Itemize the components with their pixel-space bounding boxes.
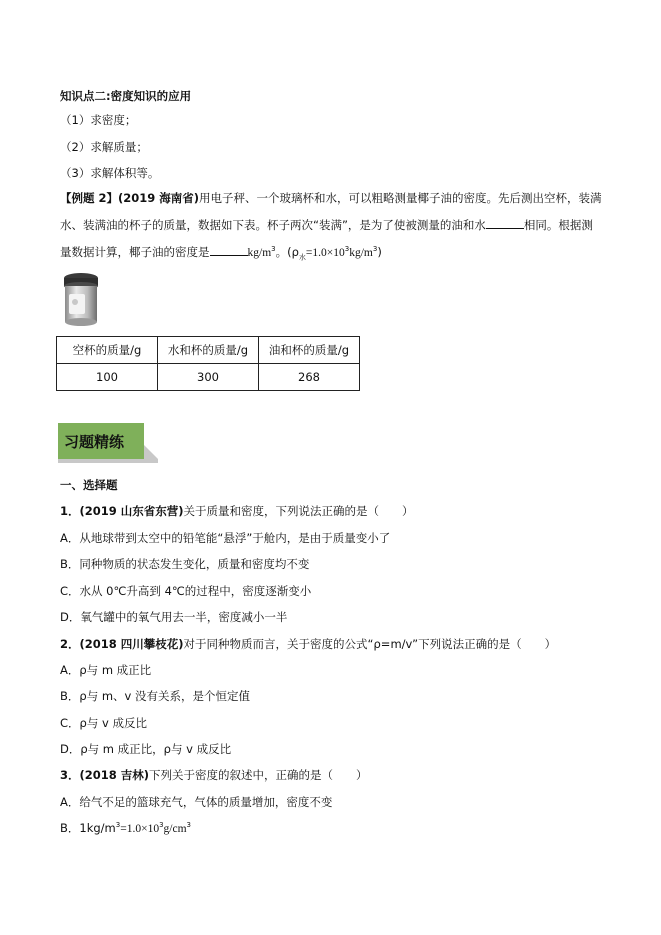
q3-source: (2018 吉林) [79, 768, 150, 782]
q2-stem: 对于同种物质而言，关于密度的公式“ρ=m/v”下列说法正确的是（ ） [183, 637, 557, 651]
example-line-1 [60, 190, 602, 206]
rho-unit: kg/m [349, 247, 373, 259]
q3-option-b-mid: =1.0×10 [120, 823, 160, 835]
banner-corner [144, 445, 158, 459]
q2-option-b[interactable]: B．ρ与 m、v 没有关系，是个恒定值 [60, 689, 251, 703]
section-title: 知识点二:密度知识的应用 [60, 89, 192, 103]
part-heading: 一、选择题 [60, 478, 118, 492]
q3-option-b-pre: B．1kg/m [60, 821, 116, 835]
example-text-2a: 水、装满油的杯子的质量，数据如下表。杯子两次“装满”，是为了使被测量的油和水 [60, 218, 486, 232]
point-2: （2）求解质量； [60, 140, 148, 154]
q2-option-a[interactable]: A．ρ与 m 成正比 [60, 663, 152, 677]
point-1: （1）求密度； [60, 113, 137, 127]
section-banner [58, 423, 162, 463]
q1-source: (2019 山东省东营) [79, 504, 184, 518]
rho-value: =1.0×10 [305, 247, 345, 259]
coconut-oil-jar-image [60, 272, 102, 328]
example-text-2b: 相同。根据测 [523, 218, 593, 232]
point-3: （3）求解体积等。 [60, 166, 160, 180]
table-header-row [57, 337, 360, 364]
q2-option-d[interactable]: D．ρ与 m 成正比，ρ与 v 成反比 [60, 742, 232, 756]
table-cell: 268 [259, 364, 360, 391]
q3-stem: 下列关于密度的叙述中，正确的是（ ） [149, 768, 368, 782]
question-1 [60, 503, 414, 519]
example-text-1: 用电子秤、一个玻璃杯和水，可以粗略测量椰子油的密度。先后测出空杯，装满 [199, 191, 602, 205]
question-3 [60, 767, 368, 783]
q2-source: (2018 四川攀枝花) [79, 637, 184, 651]
example-line-2 [60, 216, 593, 233]
table-row [57, 364, 360, 391]
q1-option-a[interactable]: A．从地球带到太空中的铅笔能“悬浮”于舱内，是由于质量变小了 [60, 531, 391, 545]
q1-number: 1． [60, 504, 80, 518]
q2-number: 2． [60, 637, 80, 651]
table-header-cell: 水和杯的质量/g [158, 337, 259, 364]
rho-sub: 水 [298, 253, 306, 262]
q3-exp-1: 3 [115, 821, 121, 830]
q1-stem: 关于质量和密度，下列说法正确的是（ ） [183, 504, 414, 518]
unit-exp: 3 [271, 245, 276, 254]
q3-exp-2: 3 [159, 821, 164, 830]
example-line-3 [60, 243, 382, 262]
q1-option-c[interactable]: C．水从 0℃升高到 4℃的过程中，密度逐渐变小 [60, 584, 312, 598]
banner-title: 习题精练 [64, 433, 125, 451]
example-text-3a: 量数据计算，椰子油的密度是 [60, 245, 210, 259]
rho-open: 。(ρ [275, 245, 299, 259]
rho-unit-exp: 3 [372, 245, 378, 254]
answer-blank-2[interactable] [210, 243, 248, 256]
rho-close: ) [377, 245, 382, 259]
q1-option-d[interactable]: D．氧气罐中的氧气用去一半，密度减小一半 [60, 610, 288, 624]
q3-exp-3: 3 [186, 821, 192, 830]
q3-option-b[interactable] [60, 820, 191, 836]
question-2 [60, 636, 556, 652]
q3-number: 3． [60, 768, 80, 782]
q2-option-c[interactable]: C．ρ与 v 成反比 [60, 716, 147, 730]
rho-exp: 3 [344, 245, 350, 254]
table-cell: 300 [158, 364, 259, 391]
table-header-cell: 油和杯的质量/g [259, 337, 360, 364]
unit-kgm: kg/m [247, 247, 272, 259]
example-source: (2019 海南省) [118, 191, 200, 205]
q1-option-b[interactable]: B．同种物质的状态发生变化，质量和密度均不变 [60, 557, 310, 571]
table-header-cell: 空杯的质量/g [57, 337, 158, 364]
answer-blank-1[interactable] [486, 216, 524, 229]
example-tag: 【例题 2】 [60, 191, 119, 205]
data-table [56, 336, 360, 391]
table-cell: 100 [57, 364, 158, 391]
q3-option-a[interactable]: A．给气不足的篮球充气，气体的质量增加，密度不变 [60, 795, 333, 809]
banner-shadow [58, 459, 158, 463]
q3-option-b-post: g/cm [163, 823, 187, 835]
